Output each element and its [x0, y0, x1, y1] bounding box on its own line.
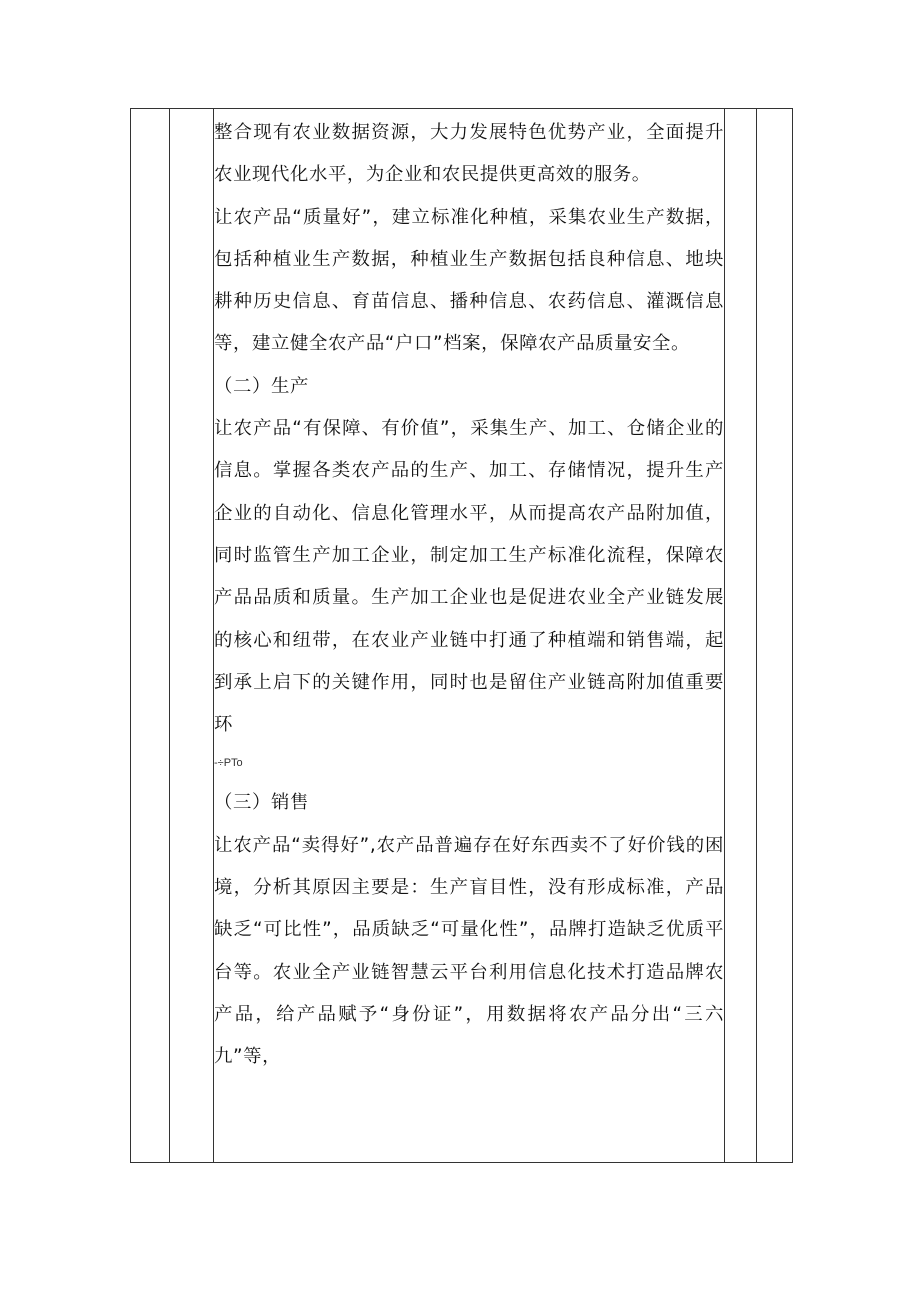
section-heading-sales: （三）销售: [214, 792, 309, 814]
paragraph-sales: 让农产品“卖得好”,农产品普遍存在好东西卖不了好价钱的困境，分析其原因主要是：生产盲目性，没有形成标准，产品缺乏“可比性”，品质缺乏“可量化性”，品牌打造缺乏优质平台等。农业全产业链智慧云平台利用信息化技术打造品牌农产品，给产品赋予“身份证”，用数据将农产品分出“三六九”等，: [214, 834, 724, 1068]
paragraph-quality: 让农产品“质量好”，建立标准化种植，采集农业生产数据，包括种植业生产数据，种植业生产数据包括良种信息、地块耕种历史信息、育苗信息、播种信息、农药信息、灌溉信息等，建立健全农产品“户口”档案，保障农产品质量安全。: [214, 206, 724, 355]
column-divider: [724, 109, 725, 1162]
column-divider: [756, 109, 757, 1162]
main-content-cell: [214, 112, 724, 1079]
stray-text-artifact: -÷PTo: [214, 757, 243, 770]
paragraph-production: 让农产品“有保障、有价值”，采集生产、加工、仓储企业的信息。掌握各类农产品的生产、加工、存储情况，提升生产企业的自动化、信息化管理水平，从而提高农产品附加值，同时监管生产加工企业，制定加工生产标准化流程，保障农产品品质和质量。生产加工企业也是促进农业全产业链发展的核心和纽带，在农业产业链中打通了种植端和销售端，起到承上启下的关键作用，同时也是留住产业链高附加值重要环: [214, 418, 724, 736]
section-heading-production: （二）生产: [214, 375, 309, 397]
column-divider: [169, 109, 170, 1162]
paragraph-intro: 整合现有农业数据资源，大力发展特色优势产业，全面提升农业现代化水平，为企业和农民提供更高效的服务。: [214, 122, 724, 186]
